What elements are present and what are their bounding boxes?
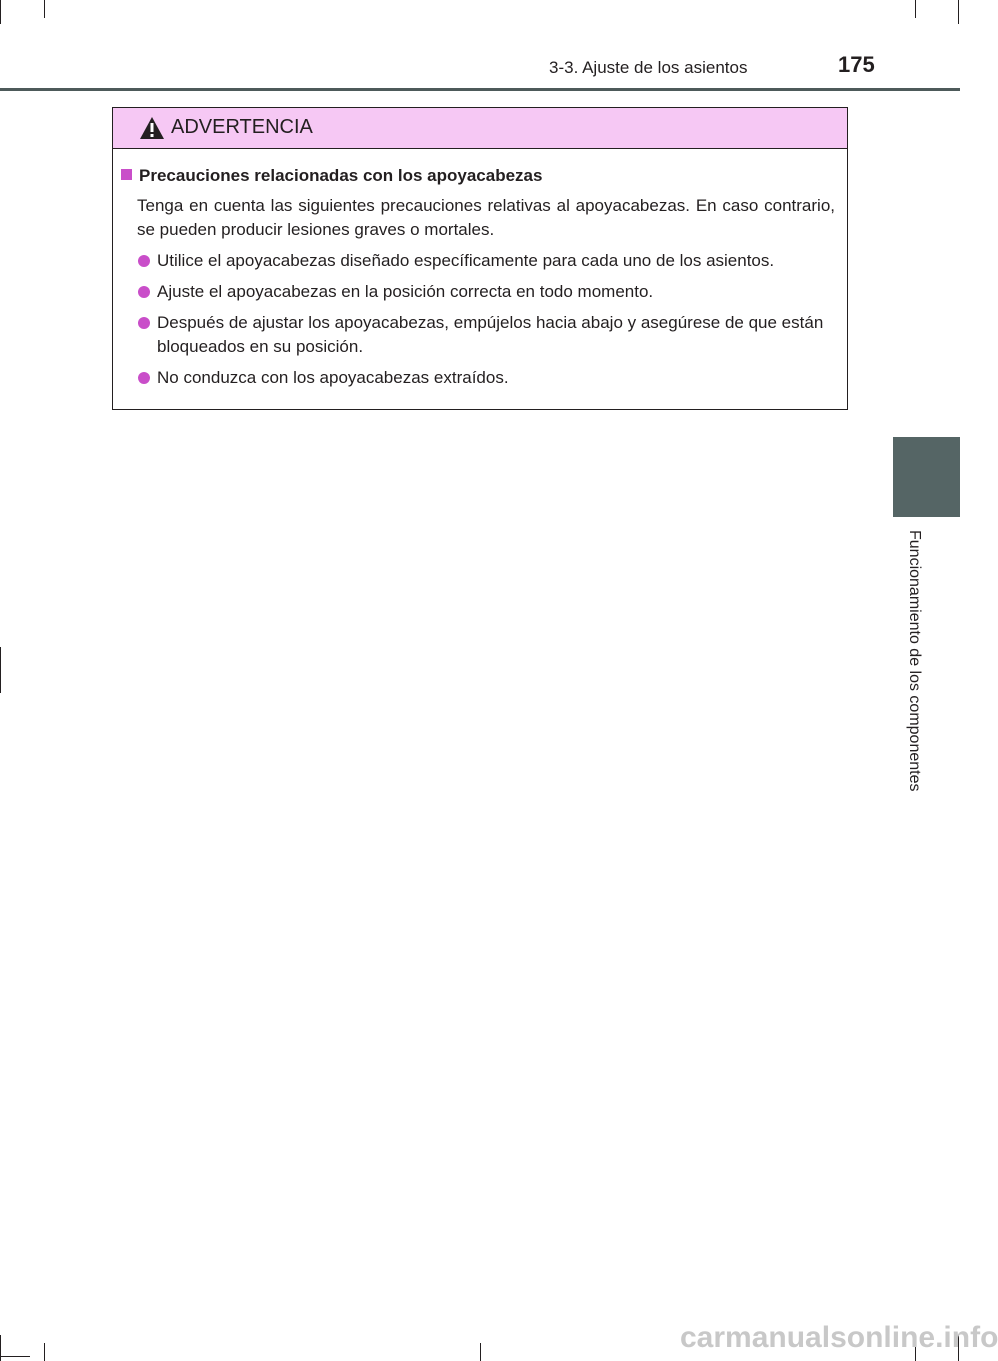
- warning-intro: Tenga en cuenta las siguientes precauciones relativas al apoyacabezas. En caso contrario, se pueden producir lesiones graves o mortales.: [137, 196, 835, 239]
- list-item-text: Utilice el apoyacabezas diseñado específicamente para cada uno de los asientos.: [157, 251, 775, 270]
- bullet-dot-icon: [138, 286, 150, 298]
- list-item-text: Ajuste el apoyacabezas en la posición correcta en todo momento.: [157, 282, 654, 301]
- section-title: 3-3. Ajuste de los asientos: [549, 58, 748, 77]
- list-item-text: No conduzca con los apoyacabezas extraídos.: [157, 368, 509, 387]
- page-number: 175: [838, 52, 875, 77]
- crop-mark: [915, 0, 916, 18]
- list-item: [137, 366, 843, 390]
- header-divider: [0, 88, 960, 91]
- bullet-dot-icon: [138, 255, 150, 267]
- crop-mark: [958, 0, 959, 24]
- precaution-list: [137, 249, 843, 397]
- crop-mark: [0, 0, 1, 24]
- chapter-number: 3: [906, 897, 914, 913]
- subheading-text: Precauciones relacionadas con los apoyacabezas: [139, 166, 543, 185]
- list-item-text: Después de ajustar los apoyacabezas, empújelos hacia abajo y asegúrese de que están bloqueados en su posición.: [157, 313, 824, 356]
- list-item: [137, 311, 843, 359]
- warning-triangle-icon: [139, 116, 165, 140]
- list-item: [137, 249, 843, 273]
- bullet-dot-icon: [138, 317, 150, 329]
- crop-mark: [44, 0, 45, 18]
- crop-mark: [480, 1343, 481, 1361]
- crop-mark: [0, 1335, 1, 1361]
- footer-watermark: carmanualsonline.info: [680, 1321, 998, 1354]
- crop-mark: [0, 647, 1, 693]
- bullet-dot-icon: [138, 372, 150, 384]
- warning-title: ADVERTENCIA: [171, 116, 313, 138]
- crop-mark: [44, 1343, 45, 1361]
- square-bullet-icon: [121, 169, 132, 180]
- list-item: [137, 280, 843, 304]
- chapter-title: Funcionamiento de los componentes: [906, 530, 923, 792]
- warning-header: [113, 108, 847, 149]
- warning-box: [112, 107, 848, 410]
- crop-mark: [0, 1356, 30, 1357]
- warning-subheading: [121, 166, 542, 186]
